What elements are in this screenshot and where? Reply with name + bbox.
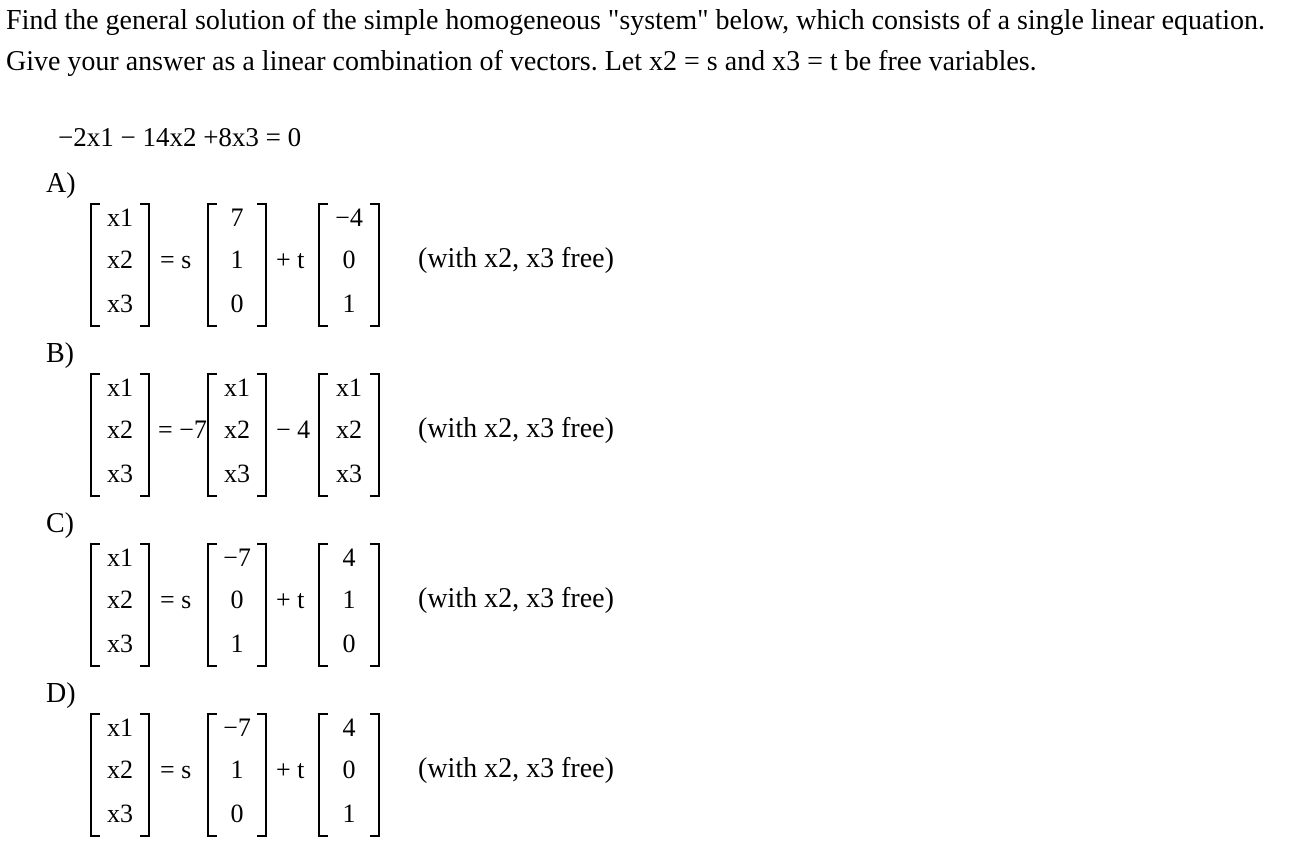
option-label: A) [46, 168, 76, 199]
coefficient-1: = s [160, 585, 192, 614]
vector-entry: x2 [107, 755, 133, 784]
coefficient-2: + t [276, 245, 305, 274]
option-d[interactable] [0, 678, 700, 848]
option-label: D) [46, 678, 76, 709]
vector-entry: 1 [342, 799, 356, 828]
vector-entry: −7 [223, 713, 251, 742]
vector-entry: 4 [342, 713, 356, 742]
vector-entry: x2 [107, 585, 133, 614]
free-variables-note: (with x2, x3 free) [418, 243, 614, 274]
vector-2 [318, 543, 380, 667]
vector-entry: −7 [223, 543, 251, 572]
vector-entry: x3 [107, 459, 133, 488]
option-label: C) [46, 508, 74, 539]
vector-1 [207, 543, 267, 667]
vector-entry: 7 [230, 203, 244, 232]
vector-2 [318, 713, 380, 837]
option-a[interactable] [0, 168, 700, 338]
vector-entry: x1 [336, 373, 362, 402]
equation: −2x1 − 14x2 +8x3 = 0 [58, 122, 302, 152]
free-variables-note: (with x2, x3 free) [418, 413, 614, 444]
vector-entry: 0 [230, 799, 244, 828]
vector-entry: x1 [107, 543, 133, 572]
question-text: Find the general solution of the simple homogeneous "system" below, which consists of a single linear equation. Give your answer as a linear combination of vectors. Let x2 = s and x3 = t be free variables. [6, 5, 1266, 77]
coefficient-1: = −7 [158, 415, 207, 444]
lhs-vector [90, 713, 150, 837]
vector-entry: x3 [107, 799, 133, 828]
vector-entry: 1 [230, 629, 244, 658]
vector-entry: 1 [342, 289, 356, 318]
vector-entry: 1 [342, 585, 356, 614]
vector-2 [318, 373, 380, 497]
lhs-vector [90, 543, 150, 667]
vector-1 [207, 373, 267, 497]
vector-entry: 0 [342, 245, 356, 274]
vector-entry: x2 [224, 415, 250, 444]
vector-entry: 0 [342, 629, 356, 658]
lhs-vector [90, 373, 150, 497]
vector-entry: 0 [230, 585, 244, 614]
option-c[interactable] [0, 508, 700, 678]
vector-entry: x2 [336, 415, 362, 444]
vector-2 [318, 203, 380, 327]
lhs-vector [90, 203, 150, 327]
coefficient-2: + t [276, 755, 305, 784]
vector-entry: 0 [342, 755, 356, 784]
free-variables-note: (with x2, x3 free) [418, 753, 614, 784]
vector-entry: x1 [224, 373, 250, 402]
option-b[interactable] [0, 338, 700, 508]
vector-entry: 1 [230, 245, 244, 274]
vector-entry: x1 [107, 713, 133, 742]
coefficient-2: − 4 [276, 415, 311, 444]
vector-entry: −4 [335, 203, 363, 232]
vector-entry: x3 [336, 459, 362, 488]
vector-entry: 1 [230, 755, 244, 784]
vector-entry: x2 [107, 245, 133, 274]
free-variables-note: (with x2, x3 free) [418, 583, 614, 614]
vector-entry: 0 [230, 289, 244, 318]
vector-entry: x3 [107, 629, 133, 658]
vector-entry: x2 [107, 415, 133, 444]
option-label: B) [46, 338, 74, 369]
coefficient-1: = s [160, 245, 192, 274]
vector-1 [207, 203, 267, 327]
vector-entry: 4 [342, 543, 356, 572]
coefficient-1: = s [160, 755, 192, 784]
vector-entry: x1 [107, 373, 133, 402]
coefficient-2: + t [276, 585, 305, 614]
vector-entry: x3 [107, 289, 133, 318]
vector-entry: x1 [107, 203, 133, 232]
vector-entry: x3 [224, 459, 250, 488]
vector-1 [207, 713, 267, 837]
